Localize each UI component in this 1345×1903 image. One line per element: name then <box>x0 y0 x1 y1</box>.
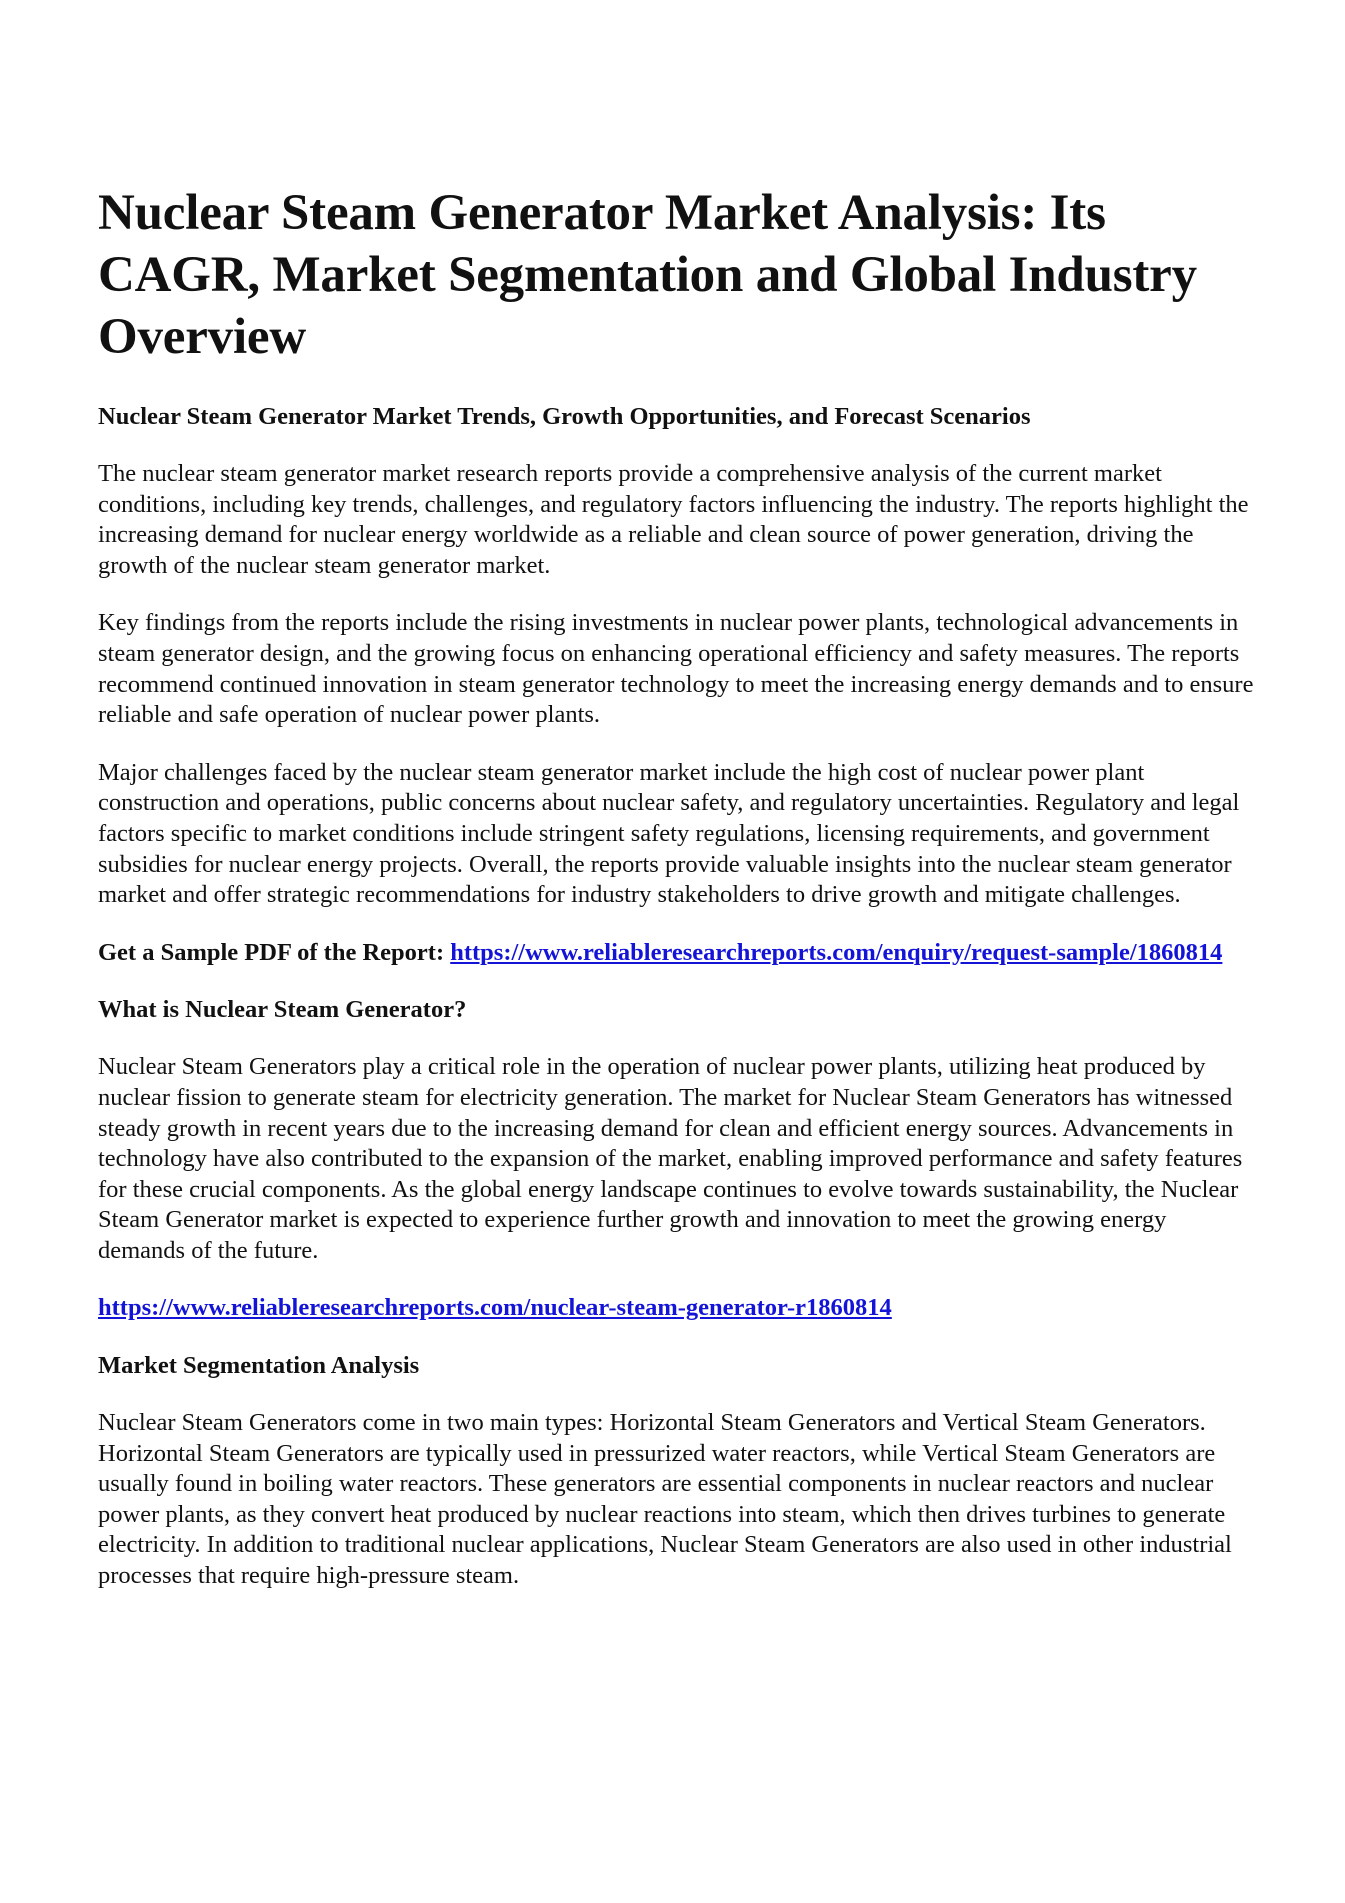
paragraph-key-findings: Key findings from the reports include the rising investments in nuclear power plants, technological advancements in steam generator design, and the growing focus on enhancing operational efficiency and safety measures. The reports recommend continued innovation in steam generator technology to meet the increasing energy demands and to ensure reliable and safe operation of nuclear power plants. <box>98 609 1254 729</box>
report-link-line <box>98 1293 1258 1324</box>
paragraph-challenges: Major challenges faced by the nuclear steam generator market include the high cost of nuclear power plant construction and operations, public concerns about nuclear safety, and regulatory uncertainties. Regulatory and legal factors specific to market conditions include stringent safety regulations, licensing requirements, and government subsidies for nuclear energy projects. Overall, the reports provide valuable insights into the nuclear steam generator market and offer strategic recommendations for industry stakeholders to drive growth and mitigate challenges. <box>98 758 1240 909</box>
sample-pdf-line <box>98 938 1258 969</box>
paragraph-segmentation: Nuclear Steam Generators come in two main types: Horizontal Steam Generators and Vertical Steam Generators. Horizontal Steam Generators are typically used in pressurized water reactors, while Vertical Steam Generators are usually found in boiling water reactors. These generators are essential components in nuclear reactors and nuclear power plants, as they convert heat produced by nuclear reactions into steam, which then drives turbines to generate electricity. In addition to traditional nuclear applications, Nuclear Steam Generators are also used in other industrial processes that require high-pressure steam. <box>98 1409 1232 1590</box>
sample-pdf-label: Get a Sample PDF of the Report: <box>98 938 451 966</box>
report-link[interactable]: https://www.reliableresearchreports.com/nuclear-steam-generator-r1860814 <box>98 1294 892 1322</box>
sample-pdf-link[interactable]: https://www.reliableresearchreports.com/enquiry/request-sample/1860814 <box>450 938 1223 966</box>
section-heading-trends: Nuclear Steam Generator Market Trends, Growth Opportunities, and Forecast Scenarios <box>98 403 1031 430</box>
section-heading-what-is: What is Nuclear Steam Generator? <box>98 996 467 1024</box>
page-title: Nuclear Steam Generator Market Analysis: Its CAGR, Market Segmentation and Global Industry Overview <box>98 185 1197 365</box>
section-heading-segmentation: Market Segmentation Analysis <box>98 1352 420 1380</box>
document-page <box>98 182 1258 1619</box>
paragraph-what-is: Nuclear Steam Generators play a critical role in the operation of nuclear power plants, utilizing heat produced by nuclear fission to generate steam for electricity generation. The market for Nuclear Steam Generators has witnessed steady growth in recent years due to the increasing demand for clean and efficient energy sources. Advancements in technology have also contributed to the expansion of the market, enabling improved performance and safety features for these crucial components. As the global energy landscape continues to evolve towards sustainability, the Nuclear Steam Generator market is expected to experience further growth and innovation to meet the growing energy demands of the future. <box>98 1053 1243 1264</box>
paragraph-overview: The nuclear steam generator market research reports provide a comprehensive analysis of the current market conditions, including key trends, challenges, and regulatory factors influencing the industry. The reports highlight the increasing demand for nuclear energy worldwide as a reliable and clean source of power generation, driving the growth of the nuclear steam generator market. <box>98 460 1249 579</box>
